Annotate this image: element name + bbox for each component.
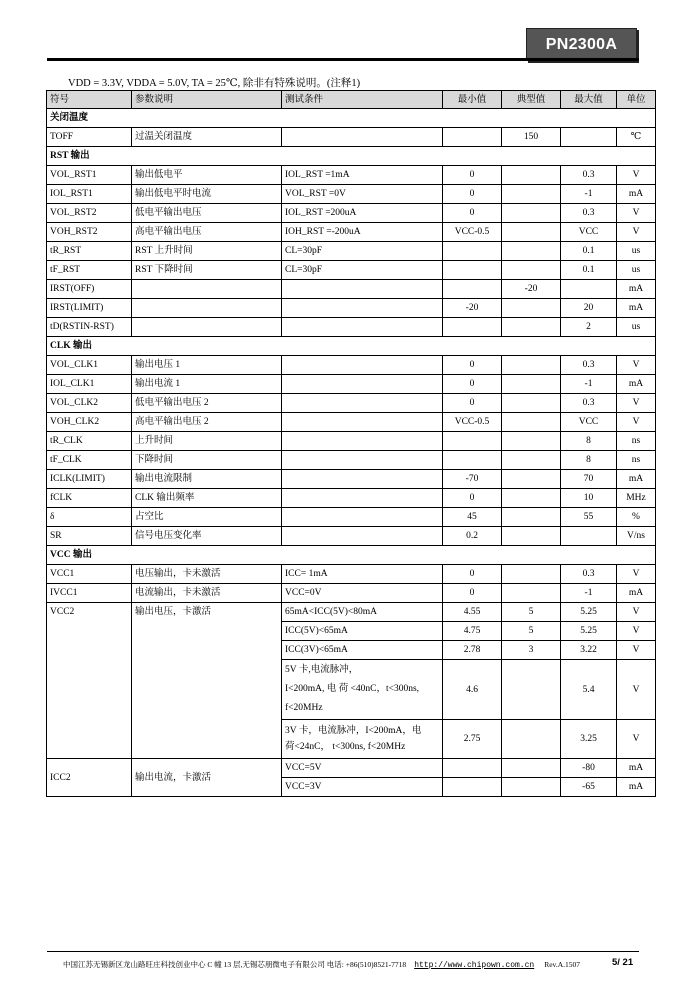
cell-unit: mA xyxy=(617,470,656,489)
cell-max: 8 xyxy=(561,451,617,470)
cell-min xyxy=(443,280,502,299)
cell-max: 20 xyxy=(561,299,617,318)
cell-condition: CL=30pF xyxy=(282,261,443,280)
cell-condition: IOL_RST =200uA xyxy=(282,204,443,223)
cell-symbol: VCC1 xyxy=(47,565,132,584)
cell-condition: VCC=5V xyxy=(282,759,443,778)
page-number: 5/ 21 xyxy=(612,957,634,968)
cell-min xyxy=(443,759,502,778)
cell-typ xyxy=(502,527,561,546)
cell-unit: V xyxy=(617,720,656,759)
footer xyxy=(63,959,580,970)
cell-unit: V xyxy=(617,413,656,432)
cell-symbol: VOH_RST2 xyxy=(47,223,132,242)
cell-typ xyxy=(502,242,561,261)
cell-condition: IOH_RST =-200uA xyxy=(282,223,443,242)
cell-symbol: ICLK(LIMIT) xyxy=(47,470,132,489)
cell-max: VCC xyxy=(561,223,617,242)
cell-min: 2.78 xyxy=(443,641,502,660)
cell-description: 输出电流，卡激活 xyxy=(132,759,282,797)
cell-max: 55 xyxy=(561,508,617,527)
cell-unit: V xyxy=(617,565,656,584)
cell-symbol: IRST(OFF) xyxy=(47,280,132,299)
cell-max: 0.3 xyxy=(561,565,617,584)
table-row xyxy=(47,166,656,185)
cell-condition xyxy=(282,508,443,527)
cell-condition: VCC=0V xyxy=(282,584,443,603)
cell-unit: us xyxy=(617,242,656,261)
cell-unit: mA xyxy=(617,778,656,797)
cell-typ xyxy=(502,720,561,759)
cell-min: 4.75 xyxy=(443,622,502,641)
cell-max: -65 xyxy=(561,778,617,797)
cell-min: 0 xyxy=(443,356,502,375)
cell-condition xyxy=(282,413,443,432)
table-row xyxy=(47,394,656,413)
cell-max: 3.25 xyxy=(561,720,617,759)
cell-typ xyxy=(502,470,561,489)
cell-description: 输出电流限制 xyxy=(132,470,282,489)
cell-description: 输出低电平时电流 xyxy=(132,185,282,204)
cell-condition: VCC=3V xyxy=(282,778,443,797)
cell-max xyxy=(561,280,617,299)
cell-max xyxy=(561,527,617,546)
header-rule xyxy=(47,58,639,61)
cell-min: VCC-0.5 xyxy=(443,413,502,432)
cell-description: 高电平输出电压 xyxy=(132,223,282,242)
cell-description xyxy=(132,299,282,318)
table-body xyxy=(47,91,656,797)
cell-description: 高电平输出电压 2 xyxy=(132,413,282,432)
cell-max: -1 xyxy=(561,584,617,603)
cell-typ xyxy=(502,660,561,720)
cell-description: 低电平输出电压 xyxy=(132,204,282,223)
table-row xyxy=(47,128,656,147)
cell-condition: ICC(3V)<65mA xyxy=(282,641,443,660)
cell-description: 上升时间 xyxy=(132,432,282,451)
cell-unit: V xyxy=(617,660,656,720)
cell-unit: MHz xyxy=(617,489,656,508)
table-row xyxy=(47,299,656,318)
cell-condition xyxy=(282,470,443,489)
cell-min: 45 xyxy=(443,508,502,527)
cell-symbol: VOL_RST1 xyxy=(47,166,132,185)
cell-symbol: VOL_CLK1 xyxy=(47,356,132,375)
cell-symbol: VOH_CLK2 xyxy=(47,413,132,432)
cell-description: 低电平输出电压 2 xyxy=(132,394,282,413)
cell-unit: us xyxy=(617,261,656,280)
section-row-rst xyxy=(47,147,656,166)
cell-typ xyxy=(502,759,561,778)
cell-typ xyxy=(502,318,561,337)
part-number-badge: PN2300A xyxy=(526,28,637,61)
cell-unit: mA xyxy=(617,584,656,603)
cell-unit: mA xyxy=(617,299,656,318)
cell-symbol: fCLK xyxy=(47,489,132,508)
cell-condition xyxy=(282,280,443,299)
section-label: VCC 输出 xyxy=(47,546,656,565)
cell-max: 8 xyxy=(561,432,617,451)
cell-max: 70 xyxy=(561,470,617,489)
cell-unit: ns xyxy=(617,451,656,470)
cell-unit: V xyxy=(617,394,656,413)
cell-description: 信号电压变化率 xyxy=(132,527,282,546)
cell-symbol: tR_CLK xyxy=(47,432,132,451)
cell-condition: IOL_RST =1mA xyxy=(282,166,443,185)
cell-unit: mA xyxy=(617,375,656,394)
cell-min xyxy=(443,318,502,337)
company-address: 中国江苏无锡新区龙山路旺庄科技创业中心 C 幢 13 层,无锡芯朋微电子有限公司 电话: +86(510)8521-7718 xyxy=(63,960,407,969)
cell-typ xyxy=(502,299,561,318)
cell-condition xyxy=(282,128,443,147)
cell-symbol: IOL_CLK1 xyxy=(47,375,132,394)
table-row-vcc2 xyxy=(47,603,656,622)
cell-symbol: IOL_RST1 xyxy=(47,185,132,204)
cell-symbol: IRST(LIMIT) xyxy=(47,299,132,318)
cell-condition: 65mA<ICC(5V)<80mA xyxy=(282,603,443,622)
cell-condition xyxy=(282,527,443,546)
cell-description: 过温关闭温度 xyxy=(132,128,282,147)
website-link[interactable]: http://www.chipown.com.cn xyxy=(414,961,535,970)
cell-max: 0.1 xyxy=(561,242,617,261)
cell-description: 输出电压 1 xyxy=(132,356,282,375)
cell-typ xyxy=(502,223,561,242)
table-row xyxy=(47,527,656,546)
cell-unit: ℃ xyxy=(617,128,656,147)
cell-unit: V xyxy=(617,641,656,660)
cell-typ: 150 xyxy=(502,128,561,147)
table-row xyxy=(47,204,656,223)
column-header: 最小值 xyxy=(443,91,502,109)
cell-description: CLK 输出频率 xyxy=(132,489,282,508)
cell-typ xyxy=(502,778,561,797)
cell-typ xyxy=(502,584,561,603)
section-label: 关闭温度 xyxy=(47,109,656,128)
cell-min: 0.2 xyxy=(443,527,502,546)
cell-typ: 5 xyxy=(502,622,561,641)
cell-symbol: IVCC1 xyxy=(47,584,132,603)
table-row xyxy=(47,223,656,242)
table-row xyxy=(47,375,656,394)
cell-min: 0 xyxy=(443,584,502,603)
table-row xyxy=(47,489,656,508)
section-label: RST 输出 xyxy=(47,147,656,166)
cell-condition xyxy=(282,432,443,451)
cell-typ: -20 xyxy=(502,280,561,299)
cell-min: 4.6 xyxy=(443,660,502,720)
cell-unit: V xyxy=(617,603,656,622)
table-row xyxy=(47,470,656,489)
cell-max: 5.25 xyxy=(561,622,617,641)
cell-min xyxy=(443,242,502,261)
cell-condition: VOL_RST =0V xyxy=(282,185,443,204)
table-row xyxy=(47,261,656,280)
cell-symbol: tD(RSTIN-RST) xyxy=(47,318,132,337)
column-header: 符号 xyxy=(47,91,132,109)
cell-condition xyxy=(282,394,443,413)
cell-unit: V/ns xyxy=(617,527,656,546)
cell-typ: 3 xyxy=(502,641,561,660)
cell-typ xyxy=(502,166,561,185)
cell-min xyxy=(443,432,502,451)
cell-typ xyxy=(502,413,561,432)
cell-min: VCC-0.5 xyxy=(443,223,502,242)
cell-condition xyxy=(282,489,443,508)
cell-max: 10 xyxy=(561,489,617,508)
cell-max: 0.1 xyxy=(561,261,617,280)
cell-condition: 5V 卡,电流脉冲， I<200mA, 电 荷 <40nC，t<300ns, f<20MHz xyxy=(282,660,443,720)
table-row-vcc1 xyxy=(47,565,656,584)
cell-typ xyxy=(502,489,561,508)
cell-condition xyxy=(282,299,443,318)
table-row xyxy=(47,242,656,261)
cell-description: 电流输出，卡未激活 xyxy=(132,584,282,603)
column-header: 单位 xyxy=(617,91,656,109)
column-header: 测试条件 xyxy=(282,91,443,109)
cell-unit: % xyxy=(617,508,656,527)
table-row xyxy=(47,280,656,299)
cell-symbol: SR xyxy=(47,527,132,546)
cell-min xyxy=(443,261,502,280)
cell-description: 下降时间 xyxy=(132,451,282,470)
cell-typ xyxy=(502,394,561,413)
cell-description: 电压输出，卡未激活 xyxy=(132,565,282,584)
table-row xyxy=(47,356,656,375)
cell-min: 0 xyxy=(443,204,502,223)
cell-condition: ICC(5V)<65mA xyxy=(282,622,443,641)
cell-min: -70 xyxy=(443,470,502,489)
cell-min xyxy=(443,451,502,470)
cell-symbol: VOL_CLK2 xyxy=(47,394,132,413)
table-row xyxy=(47,451,656,470)
table-row xyxy=(47,432,656,451)
cell-min: 0 xyxy=(443,394,502,413)
cell-min: 0 xyxy=(443,565,502,584)
cell-symbol: VOL_RST2 xyxy=(47,204,132,223)
cell-condition: ICC= 1mA xyxy=(282,565,443,584)
cell-typ xyxy=(502,508,561,527)
cell-unit: V xyxy=(617,356,656,375)
section-row-clk xyxy=(47,337,656,356)
cell-symbol: tF_RST xyxy=(47,261,132,280)
cell-unit: mA xyxy=(617,185,656,204)
cell-max: -80 xyxy=(561,759,617,778)
cell-symbol: tF_CLK xyxy=(47,451,132,470)
cell-description: RST 上升时间 xyxy=(132,242,282,261)
cell-min: 0 xyxy=(443,166,502,185)
cell-typ xyxy=(502,565,561,584)
section-row-thermal xyxy=(47,109,656,128)
revision-label: Rev.A.1507 xyxy=(544,960,580,969)
test-conditions-note: VDD = 3.3V, VDDA = 5.0V, TA = 25℃, 除非有特殊说明。(注释1) xyxy=(68,78,361,89)
section-row-vcc xyxy=(47,546,656,565)
cell-typ xyxy=(502,375,561,394)
cell-max: 2 xyxy=(561,318,617,337)
cell-unit: us xyxy=(617,318,656,337)
cell-symbol: ICC2 xyxy=(47,759,132,797)
cell-max: -1 xyxy=(561,375,617,394)
cell-min: 0 xyxy=(443,375,502,394)
column-header: 最大值 xyxy=(561,91,617,109)
table-row xyxy=(47,185,656,204)
cell-symbol: VCC2 xyxy=(47,603,132,759)
cell-symbol: δ xyxy=(47,508,132,527)
cell-unit: V xyxy=(617,166,656,185)
cell-max: 0.3 xyxy=(561,356,617,375)
cell-description: 输出低电平 xyxy=(132,166,282,185)
cell-max: 0.3 xyxy=(561,394,617,413)
cell-condition xyxy=(282,451,443,470)
cell-min: 4.55 xyxy=(443,603,502,622)
cell-min: -20 xyxy=(443,299,502,318)
cell-min: 2.75 xyxy=(443,720,502,759)
table-row-icc2 xyxy=(47,759,656,778)
cell-description xyxy=(132,318,282,337)
cell-typ xyxy=(502,356,561,375)
cell-condition xyxy=(282,375,443,394)
cell-typ: 5 xyxy=(502,603,561,622)
cell-min: 0 xyxy=(443,185,502,204)
column-header: 典型值 xyxy=(502,91,561,109)
cell-condition xyxy=(282,318,443,337)
cell-max: 3.22 xyxy=(561,641,617,660)
cell-condition: 3V 卡，电流脉冲，I<200mA，电 荷<24nC， t<300ns, f<20MHz xyxy=(282,720,443,759)
cell-symbol: TOFF xyxy=(47,128,132,147)
cell-unit: mA xyxy=(617,759,656,778)
cell-description xyxy=(132,280,282,299)
cell-max: 0.3 xyxy=(561,166,617,185)
electrical-characteristics-table xyxy=(46,90,656,797)
cell-typ xyxy=(502,185,561,204)
cell-typ xyxy=(502,451,561,470)
cell-max: 5.25 xyxy=(561,603,617,622)
cell-min: 0 xyxy=(443,489,502,508)
cell-description: 输出电流 1 xyxy=(132,375,282,394)
cell-max xyxy=(561,128,617,147)
table-row xyxy=(47,318,656,337)
cell-max: -1 xyxy=(561,185,617,204)
cell-typ xyxy=(502,432,561,451)
table-row-ivcc1 xyxy=(47,584,656,603)
cell-min xyxy=(443,128,502,147)
cell-max: VCC xyxy=(561,413,617,432)
cell-unit: V xyxy=(617,204,656,223)
cell-condition xyxy=(282,356,443,375)
column-header: 参数说明 xyxy=(132,91,282,109)
cell-max: 0.3 xyxy=(561,204,617,223)
cell-typ xyxy=(502,261,561,280)
cell-unit: ns xyxy=(617,432,656,451)
table-row xyxy=(47,413,656,432)
footer-rule xyxy=(47,951,639,952)
cell-symbol: tR_RST xyxy=(47,242,132,261)
cell-description: 占空比 xyxy=(132,508,282,527)
section-label: CLK 输出 xyxy=(47,337,656,356)
cell-unit: V xyxy=(617,223,656,242)
table-header-row xyxy=(47,91,656,109)
cell-min xyxy=(443,778,502,797)
cell-unit: V xyxy=(617,622,656,641)
cell-typ xyxy=(502,204,561,223)
table-row xyxy=(47,508,656,527)
cell-unit: mA xyxy=(617,280,656,299)
cell-max: 5.4 xyxy=(561,660,617,720)
cell-condition: CL=30pF xyxy=(282,242,443,261)
cell-description: RST 下降时间 xyxy=(132,261,282,280)
cell-description: 输出电压，卡激活 xyxy=(132,603,282,759)
